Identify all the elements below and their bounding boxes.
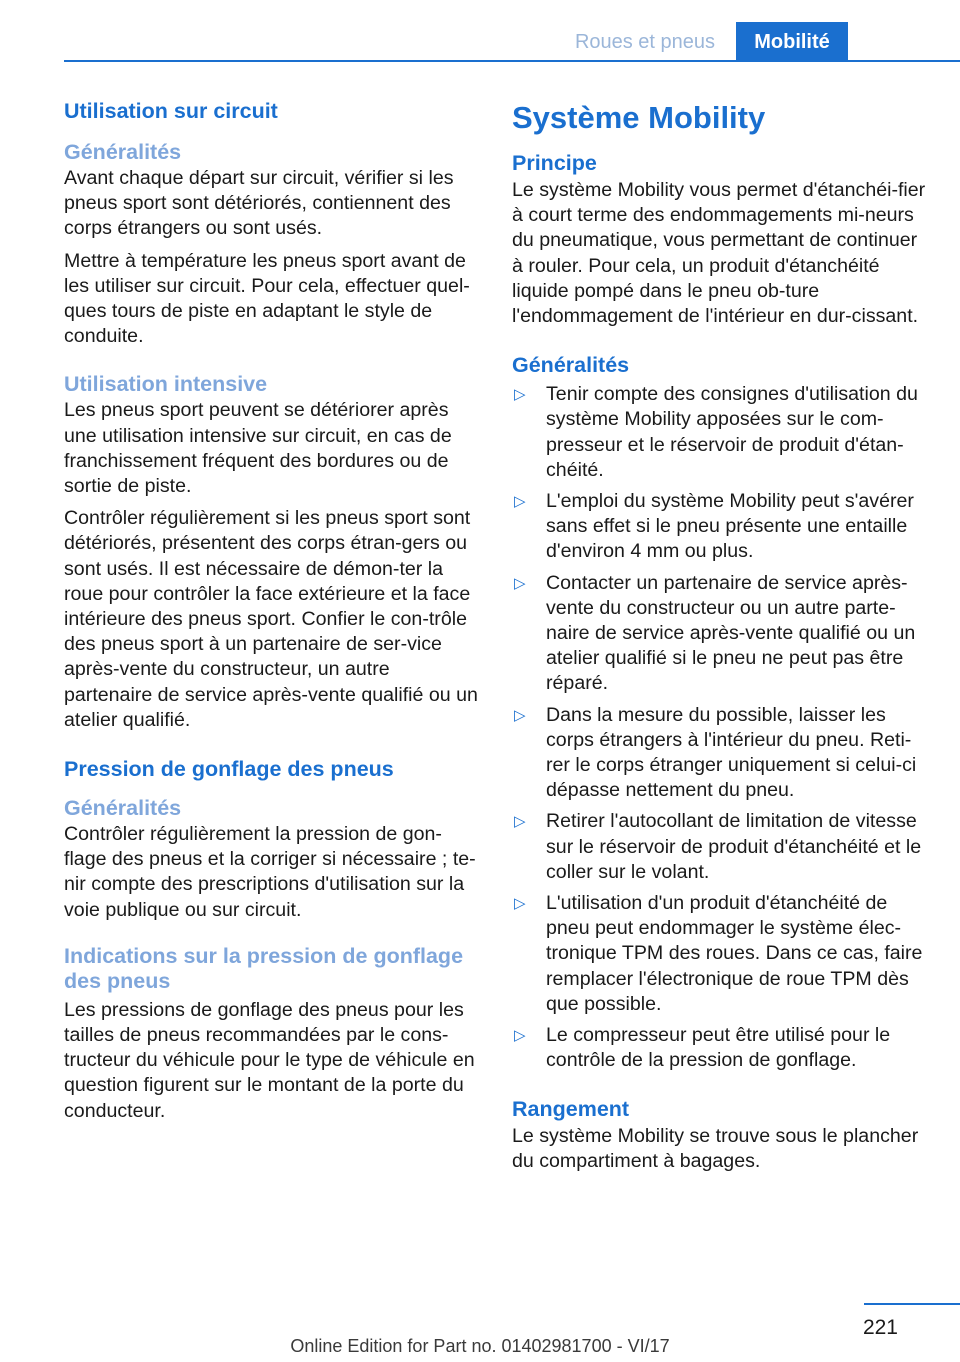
spacer [512, 336, 932, 350]
list-item-text: Contacter un partenaire de service après-vente du constructeur ou un autre parte-naire de service après-vente qualifié ou un atelier qualifié si le pneu ne peut pas être réparé. [546, 571, 916, 695]
subheading-principe: Principe [512, 151, 597, 175]
subheading-indications-pression: Indications sur la pression de gonflage des pneus [64, 943, 464, 993]
paragraph: Les pressions de gonflage des pneus pour les tailles de pneus recommandées par le cons-tructeur du véhicule pour le type de véhicule en question figurent sur le montant de la porte du conducteur. [64, 998, 475, 1122]
paragraph: Les pneus sport peuvent se détériorer après une utilisation intensive sur circuit, en cas de franchissement fréquent des bordures ou de sortie de piste. [64, 399, 452, 498]
subheading-generalites: Généralités [64, 796, 182, 821]
spacer [64, 930, 482, 944]
subheading-rangement: Rangement [512, 1096, 630, 1121]
triangle-bullet-icon: ▷ [514, 574, 526, 592]
left-column [64, 96, 482, 1131]
list-item [512, 1023, 932, 1073]
heading-pression-gonflage: Pression de gonflage des pneus [64, 757, 394, 782]
page-number: 221 [862, 1316, 898, 1339]
section-tab-roues-et-pneus[interactable]: Roues et pneus [574, 31, 716, 53]
triangle-bullet-icon: ▷ [514, 706, 526, 724]
heading-systeme-mobility: Système Mobility [512, 100, 766, 135]
spacer [64, 356, 482, 370]
list-item [512, 703, 932, 804]
subheading-generalites: Généralités [512, 353, 630, 378]
bullet-list [512, 382, 932, 1073]
spacer [512, 1080, 932, 1094]
paragraph: Le système Mobility vous permet d'étanchéi-fier à court terme des endommagements mi-neurs du pneumatique, vous permettant de continuer à rouler. Pour cela, un produit d'étanchéité liquide pompé dans le pneu ob-ture l'endommagement de l'intérieur en dur-cissant. [512, 179, 926, 328]
footer-divider [864, 1303, 960, 1305]
header-divider [64, 60, 960, 62]
list-item [512, 571, 932, 697]
paragraph: Mettre à température les pneus sport avant de les utiliser sur circuit. Pour cela, effectuer quel-ques tours de piste en adaptant le style de conduite. [64, 249, 470, 348]
list-item [512, 891, 932, 1017]
subheading-generalites: Généralités [64, 140, 182, 164]
paragraph: Contrôler régulièrement si les pneus sport sont détériorés, présentent des corps étran-gers ou sont usés. Il est nécessaire de démon-ter la roue pour contrôler la face extérieure et la face intérieure des pneus sport. Confier le con-trôle des pneus sport à un partenaire de ser-vice après-vente du constructeur, un autre partenaire de service après-vente qualifié ou un atelier qualifié. [64, 507, 478, 731]
edition-footer: Online Edition for Part no. 01402981700 - VI/17 [290, 1336, 670, 1356]
subheading-utilisation-intensive: Utilisation intensive [64, 372, 268, 397]
page-header [0, 0, 960, 62]
list-item-text: L'emploi du système Mobility peut s'avérer sans effet si le pneu présente une entaille d'environ 4 mm ou plus. [546, 490, 914, 563]
list-item-text: Le compresseur peut être utilisé pour le contrôle de la pression de gonflage. [546, 1024, 891, 1072]
paragraph: Avant chaque départ sur circuit, vérifier si les pneus sport sont détériorés, contiennent des corps étrangers ou sont usés. [64, 167, 454, 240]
paragraph: Le système Mobility se trouve sous le plancher du compartiment à bagages. [512, 1124, 919, 1172]
triangle-bullet-icon: ▷ [514, 895, 526, 913]
list-item [512, 382, 932, 483]
list-item-text: Dans la mesure du possible, laisser les corps étrangers à l'intérieur du pneu. Reti-rer le corps étranger uniquement si celui-ci dépasse nettement du pneu. [546, 703, 917, 802]
triangle-bullet-icon: ▷ [514, 493, 526, 511]
list-item-text: Retirer l'autocollant de limitation de vitesse sur le réservoir de produit d'étanchéité et le coller sur le volant. [546, 810, 922, 883]
spacer [64, 740, 482, 754]
triangle-bullet-icon: ▷ [514, 386, 526, 404]
list-item [512, 809, 932, 885]
triangle-bullet-icon: ▷ [514, 813, 526, 831]
heading-utilisation-circuit: Utilisation sur circuit [64, 99, 278, 123]
list-item-text: Tenir compte des consignes d'utilisation du système Mobility apposées sur le com-presseur et le réservoir de produit d'étan-chéité. [546, 383, 918, 481]
triangle-bullet-icon: ▷ [514, 1027, 526, 1045]
paragraph: Contrôler régulièrement la pression de gon-flage des pneus et la corriger si nécessaire ; te-nir compte des prescriptions d'utilisation sur la voie publique ou sur circuit. [64, 823, 476, 921]
section-tab-mobilite[interactable]: Mobilité [736, 22, 848, 62]
list-item-text: L'utilisation d'un produit d'étanchéité de pneu peut endommager le système élec-tronique TPM des roues. Dans ce cas, faire remplacer l'électronique de roue TPM dès que possible. [546, 892, 923, 1015]
right-column [512, 96, 932, 1181]
list-item [512, 489, 932, 565]
